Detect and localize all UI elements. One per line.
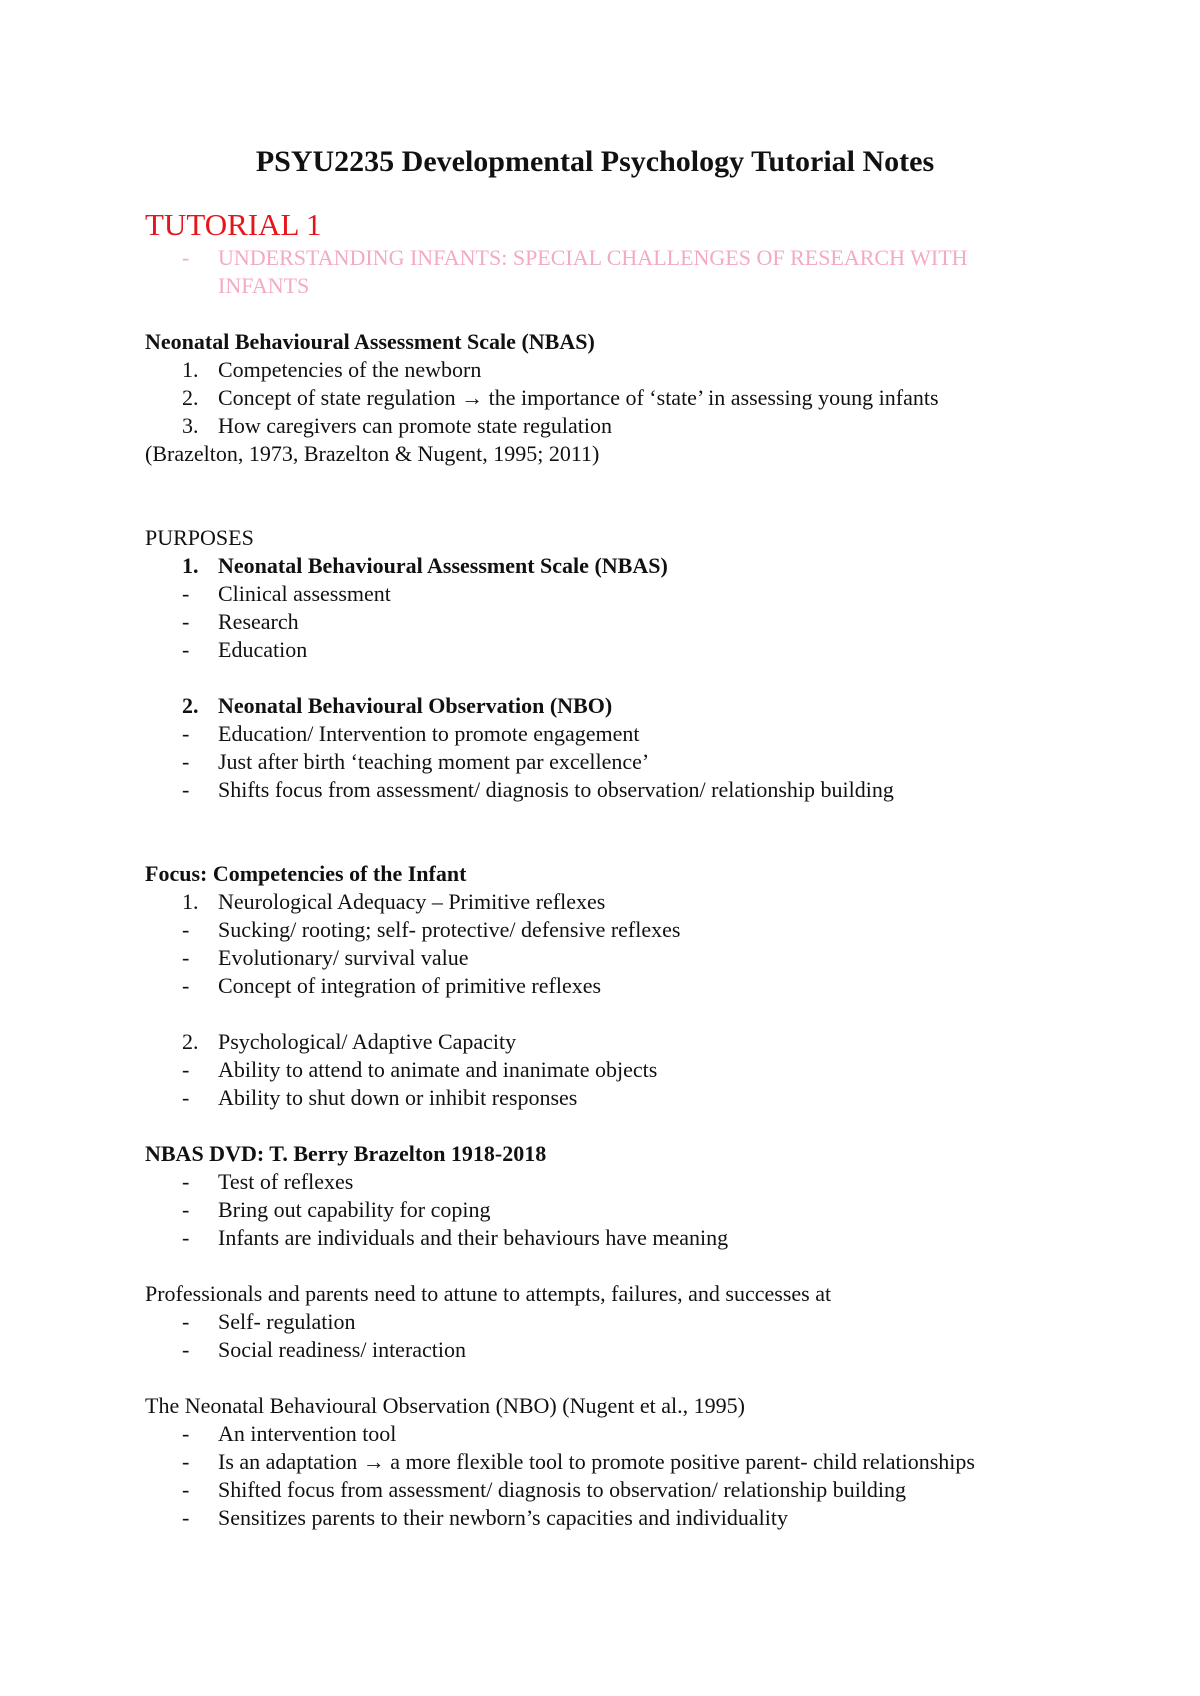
list-item (145, 1336, 1075, 1364)
list-item-text: Clinical assessment (218, 581, 391, 606)
list-item (145, 944, 1075, 972)
nbo-intro: The Neonatal Behavioural Observation (NBO) (Nugent et al., 1995) (145, 1393, 745, 1418)
list-item-text: Research (218, 609, 299, 634)
list-item (145, 1084, 1075, 1112)
tutorial-heading: TUTORIAL 1 (145, 207, 322, 242)
list-item-text: Education (218, 637, 308, 662)
list-item (145, 1308, 1075, 1336)
professionals-intro: Professionals and parents need to attune to attempts, failures, and successes at (145, 1281, 832, 1306)
bullet-marker: - (182, 973, 190, 998)
list-item-text: Ability to attend to animate and inanimate objects (218, 1057, 658, 1082)
bullet-marker: - (182, 1421, 190, 1446)
list-item (145, 1224, 1075, 1252)
list-item (145, 1168, 1075, 1196)
list-item (145, 1504, 1075, 1532)
list-item (145, 1448, 1075, 1476)
list-item-text: Shifted focus from assessment/ diagnosis to observation/ relationship building (218, 1477, 907, 1502)
document-title: PSYU2235 Developmental Psychology Tutorial Notes (255, 145, 935, 178)
list-item-text: Self- regulation (218, 1309, 356, 1334)
bullet-marker: - (182, 1449, 190, 1474)
bullet-marker: - (182, 609, 190, 634)
list-item-text: Social readiness/ interaction (218, 1337, 467, 1362)
group-title-text: Neurological Adequacy – Primitive reflexes (218, 889, 606, 914)
document-content (145, 144, 1075, 1532)
list-item (145, 1056, 1075, 1084)
bullet-marker: - (182, 777, 190, 802)
list-item (145, 636, 1075, 664)
list-item (145, 412, 1075, 440)
bullet-marker: - (182, 945, 190, 970)
list-item-text: Is an adaptation → a more flexible tool to promote positive parent- child relationships (218, 1449, 975, 1474)
bullet-marker: - (182, 749, 190, 774)
bullet-marker: - (182, 917, 190, 942)
list-item (145, 916, 1075, 944)
list-item (145, 776, 1075, 804)
focus-group-title (145, 888, 1075, 916)
citation: (Brazelton, 1973, Brazelton & Nugent, 1995; 2011) (145, 441, 600, 466)
list-number: 1. (182, 553, 199, 578)
list-item (145, 1420, 1075, 1448)
bullet-marker: - (182, 1477, 190, 1502)
list-item (145, 580, 1075, 608)
list-item-text: Concept of state regulation → the importance of ‘state’ in assessing young infants (218, 385, 939, 410)
list-item-text: Infants are individuals and their behaviours have meaning (218, 1225, 729, 1250)
list-item (145, 748, 1075, 776)
focus-group-title (145, 1028, 1075, 1056)
nbas-heading: Neonatal Behavioural Assessment Scale (NBAS) (145, 329, 595, 354)
bullet-marker: - (182, 581, 190, 606)
purposes-group-title (145, 692, 1075, 720)
list-number: 2. (182, 385, 199, 410)
list-item (145, 384, 1075, 412)
list-item (145, 972, 1075, 1000)
list-item-text: How caregivers can promote state regulation (218, 413, 613, 438)
list-item-text: Education/ Intervention to promote engagement (218, 721, 640, 746)
list-item-text: Test of reflexes (218, 1169, 354, 1194)
list-item-text: Bring out capability for coping (218, 1197, 491, 1222)
bullet-marker: - (182, 637, 190, 662)
list-item (145, 1196, 1075, 1224)
list-item-text: Evolutionary/ survival value (218, 945, 469, 970)
list-number: 3. (182, 413, 199, 438)
group-title-text: Psychological/ Adaptive Capacity (218, 1029, 517, 1054)
list-number: 2. (182, 693, 199, 718)
bullet-marker: - (182, 1309, 190, 1334)
bullet-marker: - (182, 1169, 190, 1194)
bullet-marker: - (182, 1197, 190, 1222)
list-item-text: Competencies of the newborn (218, 357, 482, 382)
group-title-text: Neonatal Behavioural Assessment Scale (NBAS) (218, 553, 668, 578)
list-item-text: An intervention tool (218, 1421, 397, 1446)
list-item (145, 356, 1075, 384)
dvd-heading: NBAS DVD: T. Berry Brazelton 1918-2018 (145, 1141, 547, 1166)
purposes-group-title (145, 552, 1075, 580)
bullet-marker: - (182, 721, 190, 746)
list-item (145, 1476, 1075, 1504)
bullet-marker: - (182, 1225, 190, 1250)
list-item (145, 720, 1075, 748)
purposes-heading: PURPOSES (145, 525, 254, 550)
list-item-text: Concept of integration of primitive reflexes (218, 973, 602, 998)
list-item-text: Sensitizes parents to their newborn’s capacities and individuality (218, 1505, 789, 1530)
group-title-text: Neonatal Behavioural Observation (NBO) (218, 693, 613, 718)
tutorial-subtitle-text: UNDERSTANDING INFANTS: SPECIAL CHALLENGES OF RESEARCH WITH INFANTS (218, 245, 968, 298)
bullet-marker: - (182, 1505, 190, 1530)
bullet-marker: - (182, 1085, 190, 1110)
list-item-text: Just after birth ‘teaching moment par excellence’ (218, 749, 650, 774)
focus-heading: Focus: Competencies of the Infant (145, 861, 467, 886)
list-number: 1. (182, 357, 199, 382)
list-number: 2. (182, 1029, 199, 1054)
list-item-text: Sucking/ rooting; self- protective/ defensive reflexes (218, 917, 681, 942)
bullet-marker: - (182, 1337, 190, 1362)
bullet-marker: - (182, 245, 190, 270)
list-item-text: Shifts focus from assessment/ diagnosis to observation/ relationship building (218, 777, 894, 802)
bullet-marker: - (182, 1057, 190, 1082)
list-number: 1. (182, 889, 199, 914)
list-item (145, 608, 1075, 636)
tutorial-subtitle (145, 244, 1075, 300)
list-item-text: Ability to shut down or inhibit responses (218, 1085, 578, 1110)
